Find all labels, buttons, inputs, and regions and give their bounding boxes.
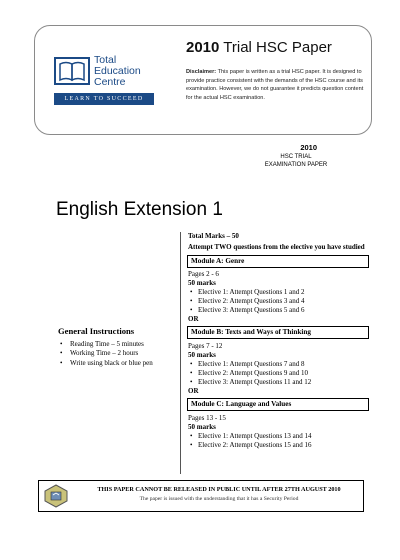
module-c-electives	[188, 432, 368, 450]
paper-title-rest: Trial HSC Paper	[223, 39, 332, 56]
general-instructions	[58, 327, 176, 368]
elective-item: • Elective 3: Attempt Questions 11 and 12	[188, 378, 368, 387]
release-notice: THIS PAPER CANNOT BE RELEASED IN PUBLIC UNTIL AFTER 27TH AUGUST 2010	[97, 486, 341, 493]
module-b-pages: Pages 7 - 12	[188, 342, 223, 350]
module-a-marks: 50 marks	[188, 279, 216, 287]
module-a-pages: Pages 2 - 6	[188, 270, 219, 278]
module-a-electives	[188, 288, 368, 315]
paper-title	[186, 39, 332, 56]
instruction-item: • Write using black or blue pen	[58, 359, 176, 369]
module-c-marks: 50 marks	[188, 423, 216, 431]
module-b-marks: 50 marks	[188, 351, 216, 359]
instruction-item: • Working Time – 2 hours	[58, 349, 176, 359]
logo-line-centre: Centre	[94, 76, 126, 88]
exam-structure	[188, 232, 368, 450]
disclaimer-label: Disclaimer:	[186, 69, 217, 75]
elective-item: • Elective 2: Attempt Questions 15 and 16	[188, 441, 368, 450]
logo-line-education: Education	[94, 65, 141, 77]
or-separator: OR	[188, 315, 199, 323]
logo-line-total: Total	[94, 54, 117, 66]
elective-item: • Elective 3: Attempt Questions 5 and 6	[188, 306, 368, 315]
elective-item: • Elective 2: Attempt Questions 9 and 10	[188, 369, 368, 378]
security-footer	[38, 480, 364, 512]
module-a-heading: Module A: Genre	[187, 255, 369, 268]
logo-tagline: LEARN TO SUCCEED	[54, 93, 154, 105]
tec-logo	[52, 54, 156, 110]
seal-icon	[43, 484, 69, 508]
security-notice: The paper is issued with the understanding that it has a Security Period	[139, 496, 299, 502]
disclaimer	[186, 68, 364, 102]
module-c-pages: Pages 13 - 15	[188, 414, 226, 422]
elective-item: • Elective 1: Attempt Questions 7 and 8	[188, 360, 368, 369]
elective-item: • Elective 1: Attempt Questions 1 and 2	[188, 288, 368, 297]
exam-type-line1: HSC TRIAL	[280, 154, 312, 160]
attempt-instruction: Attempt TWO questions from the elective you have studied	[188, 243, 365, 251]
exam-year: 2010	[300, 143, 317, 152]
disclaimer-text: This paper is written as a trial HSC paper. It is designed to provide practice consistent with the demands of the HSC course and its examination. However, we do not guarantee it predicts question content for the actual HSC examination.	[186, 69, 364, 101]
column-divider	[180, 232, 181, 474]
paper-title-year: 2010	[186, 39, 220, 56]
general-instructions-heading: General Instructions	[58, 326, 135, 336]
logo-name	[94, 55, 141, 88]
subject-title: English Extension 1	[56, 199, 223, 220]
module-c-heading: Module C: Language and Values	[187, 398, 369, 411]
exam-type-line2: EXAMINATION PAPER	[264, 161, 328, 168]
elective-item: • Elective 2: Attempt Questions 3 and 4	[188, 297, 368, 306]
instruction-item: • Reading Time – 5 minutes	[58, 340, 176, 350]
module-b-electives	[188, 360, 368, 387]
elective-item: • Elective 1: Attempt Questions 13 and 14	[188, 432, 368, 441]
or-separator: OR	[188, 387, 199, 395]
module-b-heading: Module B: Texts and Ways of Thinking	[187, 326, 369, 339]
general-instructions-list	[58, 340, 176, 369]
book-icon	[52, 54, 94, 92]
exam-type	[256, 154, 336, 169]
total-marks: Total Marks – 50	[188, 232, 239, 240]
